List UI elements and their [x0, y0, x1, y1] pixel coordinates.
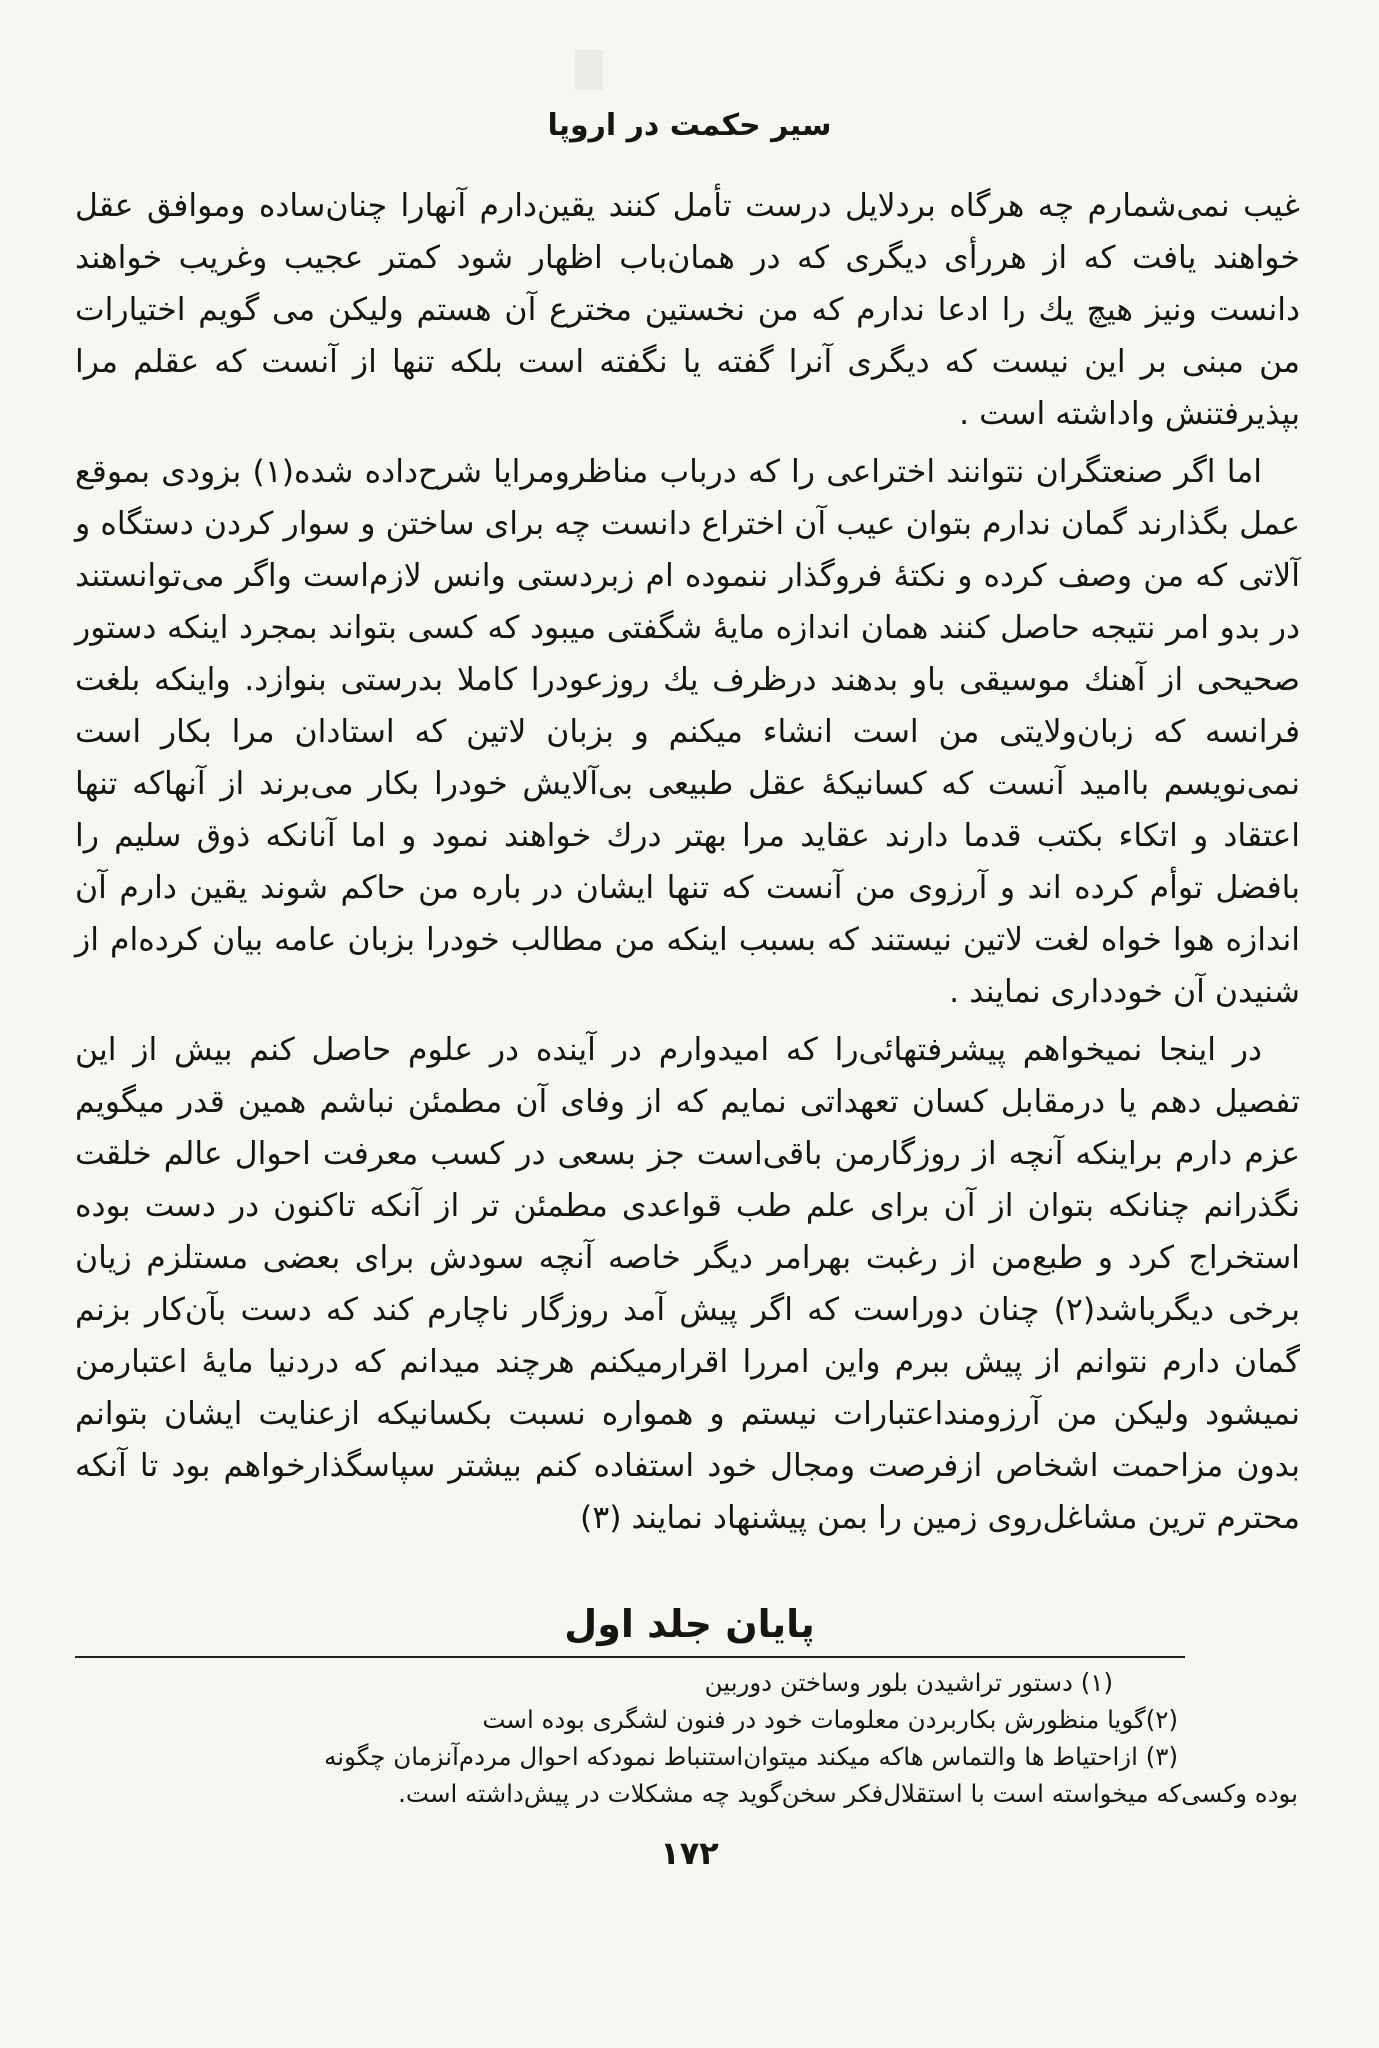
paragraph-1: غیب نمی‌شمارم چه هرگاه بردلایل درست تأمل کنند یقین‌دارم آنهارا چنان‌ساده وموافق عقل خواهند یافت که از هررأی دیگری که در همان‌باب اظهار شود کمتر عجیب وغریب خواهند دانست ونیز هیچ یك را ادعا ندارم که من نخستین مخترع آن هستم ولیکن می گویم اختیارات من مبنی بر این نیست که دیگری آنرا گفته یا نگفته است بلکه تنها از آنست که عقلم مرا بپذیرفتنش واداشته است . — [75, 188, 1300, 432]
footnote-3: (۳) ازاحتیاط ها والتماس هاکه میکند میتوان‌استنباط نمودکه احوال مردم‌آنزمان چگونه — [324, 1742, 1178, 1771]
footnotes — [70, 1664, 1298, 1812]
body-text — [75, 180, 1300, 1544]
paragraph-3: در اینجا نمیخواهم پیشرفتهائی‌را که امیدوارم در آینده در علوم حاصل کنم بیش از این تفصیل دهم یا درمقابل کسان تعهداتی نمایم که از وفای آن مطمئن نباشم همین قدر میگویم عزم دارم براینکه آنچه از روزگارمن باقی‌است جز بسعی در کسب معرفت احوال عالم خلقت نگذرانم چنانکه بتوان از آن برای علم طب قواعدی مطمئن تر از آنکه تاکنون در دست بوده استخراج کرد و طبع‌من از رغبت بهرامر دیگر خاصه آنچه سودش برای بعضی مستلزم زیان برخی دیگرباشد(۲) چنان دوراست که اگر پیش آمد روزگار ناچارم کند که دست بآن‌کار بزنم گمان دارم نتوانم از پیش ببرم واین امررا اقرارمیکنم هرچند میدانم که دردنیا مایهٔ اعتبارمن نمیشود ولیکن من آرزومنداعتبارات نیستم و همواره نسبت بکسانیکه ازعنایت ایشان بتوانم بدون مزاحمت اشخاص ازفرصت ومجال خود استفاده کنم بیشتر سپاسگذارخواهم بود تا آنکه محترم ترین مشاغل‌روی زمین را بمن پیشنهاد نمایند (۳) — [75, 1032, 1301, 1536]
footnote-3-continued: بوده وکسی‌که میخواسته است با استقلال‌فکر سخن‌گوید چه مشکلات در پیش‌داشته است. — [398, 1779, 1298, 1808]
page-number: ۱۷۲ — [660, 1834, 719, 1872]
footnote-1: (۱) دستور تراشیدن بلور وساختن دوربین — [704, 1668, 1113, 1697]
footnote-2: (۲)گویا منظورش بکاربردن معلومات خود در فنون لشگری بوده است — [482, 1705, 1178, 1734]
footnote-divider — [75, 1656, 1185, 1658]
page-smudge — [575, 50, 603, 90]
end-of-volume-title: پایان جلد اول — [564, 1602, 815, 1646]
running-header: سیر حکمت در اروپا — [547, 108, 832, 143]
paragraph-2: اما اگر صنعتگران نتوانند اختراعی را که درباب مناظرومرایا شرح‌داده شده(۱) بزودی بموقع عمل بگذارند گمان ندارم بتوان عیب آن اختراع دانست چه برای ساختن و سوار کردن دستگاه و آلاتی که من وصف کرده و نکتهٔ فروگذار ننموده ام زبردستی وانس لازم‌است واگر می‌توانستند در بدو امر نتیجه حاصل کنند همان اندازه مایهٔ شگفتی میبود که کسی بتواند بمجرد اینکه دستور صحیحی از آهنك موسیقی باو بدهند درظرف یك روزعودرا کاملا بدرستی بنوازد. واینکه بلغت فرانسه که زبان‌ولایتی من است انشاء میکنم و بزبان لاتین که استادان مرا بکار است نمی‌نویسم باامید آنست که کسانیکهٔ عقل طبیعی بی‌آلایش خودرا بکار می‌برند از آنهاکه تنها اعتقاد و اتکاء بکتب قدما دارند عقاید مرا بهتر درك خواهند نمود و اما آنانکه ذوق سلیم را بافضل توأم کرده اند و آرزوی من آنست که تنها ایشان در باره من حاکم شوند یقین دارم آن اندازه هوا خواه لغت لاتین نیستند که بسبب اینکه من مطالب خودرا بزبان عامه بیان کرده‌ام از شنیدن آن خودداری نمایند . — [75, 454, 1300, 1010]
